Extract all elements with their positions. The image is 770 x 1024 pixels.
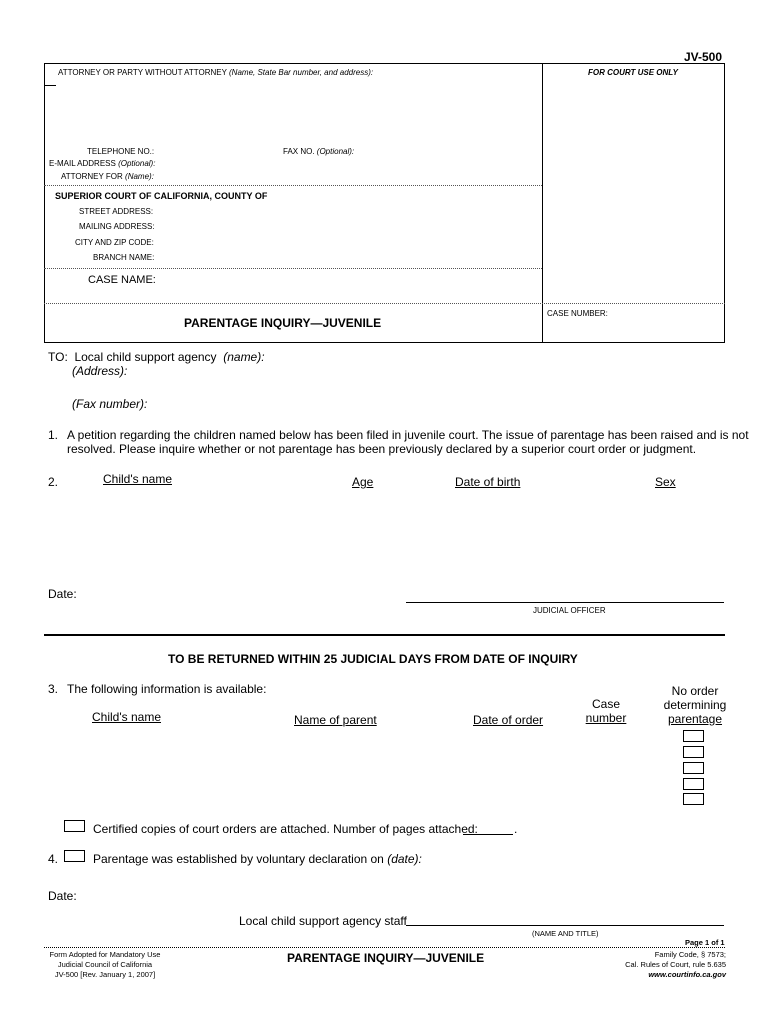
no-order-checkbox[interactable]	[683, 778, 704, 790]
certified-copies-text: Certified copies of court orders are attached. Number of pages attached:	[93, 822, 478, 836]
no-order-checkbox[interactable]	[683, 730, 704, 742]
no-order-checkbox[interactable]	[683, 762, 704, 774]
form-id: JV-500	[684, 50, 723, 64]
address-hint: (Address):	[72, 364, 128, 378]
item2-col-dob: Date of birth	[455, 475, 521, 489]
item1-line1: A petition regarding the children named below has been filed in juvenile court. The issue of parentage has been raised and is not	[67, 428, 749, 442]
no-order-checkbox[interactable]	[683, 746, 704, 758]
item4-number: 4.	[48, 852, 59, 866]
item2-col-age: Age	[352, 475, 374, 489]
item3-col-order: Date of order	[473, 713, 544, 727]
item1-line2: resolved. Please inquire whether or not parentage has been previously declared by a superior court order or judgment.	[67, 442, 697, 456]
judicial-officer-label: JUDICIAL OFFICER	[533, 606, 606, 615]
footer-left: Form Adopted for Mandatory Use Judicial Council of California JV-500 [Rev. January 1, 2007]	[49, 950, 161, 979]
case-number-label: CASE NUMBER:	[547, 309, 608, 318]
street-address-label: STREET ADDRESS:	[79, 207, 154, 216]
branch-name-label: BRANCH NAME:	[93, 253, 155, 262]
city-zip-label: CITY AND ZIP CODE:	[75, 238, 154, 247]
item3-text: The following information is available:	[67, 682, 267, 696]
caption-divider	[542, 63, 543, 343]
item3-col-no-order: No order determining parentage	[663, 684, 727, 726]
name-title-label: (NAME AND TITLE)	[532, 929, 599, 938]
date-label: Date:	[48, 587, 77, 601]
caption-box	[44, 63, 725, 343]
judicial-officer-signature-line	[406, 602, 724, 603]
mailing-address-label: MAILING ADDRESS:	[79, 222, 155, 231]
item1-number: 1.	[48, 428, 59, 442]
attorney-heading: ATTORNEY OR PARTY WITHOUT ATTORNEY (Name, State Bar number, and address):	[58, 68, 374, 77]
staff-label: Local child support agency staff	[239, 914, 407, 928]
certified-period: .	[514, 822, 518, 836]
attorney-for-label: ATTORNEY FOR (Name):	[61, 172, 154, 181]
certified-copies-checkbox[interactable]	[64, 820, 85, 832]
footer-title: PARENTAGE INQUIRY—JUVENILE	[287, 951, 485, 965]
item4-text: Parentage was established by voluntary declaration on (date):	[93, 852, 422, 866]
voluntary-declaration-checkbox[interactable]	[64, 850, 85, 862]
telephone-label: TELEPHONE NO.:	[87, 147, 155, 156]
courtinfo-link[interactable]: www.courtinfo.ca.gov	[648, 970, 726, 979]
item2-number: 2.	[48, 475, 59, 489]
item3-col-parent: Name of parent	[294, 713, 377, 727]
no-order-checkbox[interactable]	[683, 793, 704, 805]
item3-number: 3.	[48, 682, 59, 696]
court-use-label: FOR COURT USE ONLY	[588, 68, 678, 77]
footer-divider	[44, 947, 725, 948]
date2-label: Date:	[48, 889, 77, 903]
page-number: Page 1 of 1	[685, 938, 725, 947]
item2-col-sex: Sex	[655, 475, 676, 489]
item3-col-case: Case number	[585, 697, 627, 725]
section-divider	[44, 634, 725, 636]
email-label: E-MAIL ADDRESS (Optional):	[49, 159, 156, 168]
fax-label: FAX NO. (Optional):	[283, 147, 355, 156]
staff-signature-line[interactable]	[406, 925, 724, 926]
pages-attached-field[interactable]	[463, 834, 513, 835]
footer-right: Family Code, § 7573; Cal. Rules of Court, rule 5.635 www.courtinfo.ca.gov	[590, 950, 726, 980]
court-heading: SUPERIOR COURT OF CALIFORNIA, COUNTY OF	[55, 191, 268, 201]
return-heading: TO BE RETURNED WITHIN 25 JUDICIAL DAYS FROM DATE OF INQUIRY	[168, 652, 578, 666]
item3-col-child: Child's name	[92, 710, 161, 724]
case-name-label: CASE NAME:	[88, 274, 156, 286]
fax-number-hint: (Fax number):	[72, 397, 148, 411]
to-line: TO: Local child support agency (name):	[48, 350, 265, 364]
item2-col-child: Child's name	[103, 472, 172, 486]
form-title: PARENTAGE INQUIRY—JUVENILE	[184, 316, 382, 330]
